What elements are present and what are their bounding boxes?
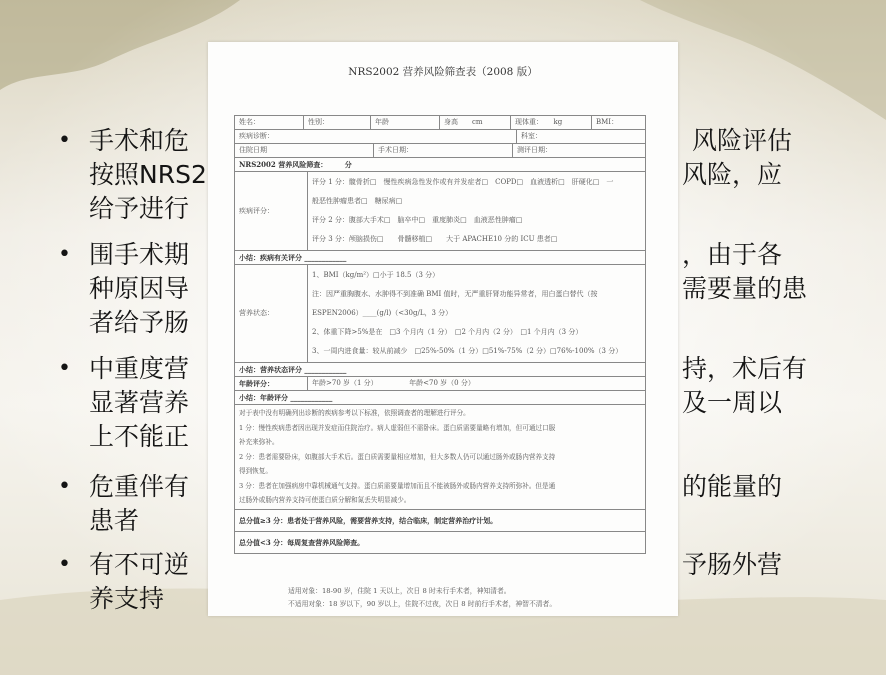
scoring-notes bbox=[235, 405, 646, 510]
table-row bbox=[235, 509, 646, 531]
nrs2002-form bbox=[208, 42, 678, 616]
table-row bbox=[235, 265, 646, 363]
age-label: 年龄评分： bbox=[235, 377, 308, 391]
bullet-text: 中重度营 bbox=[89, 354, 190, 383]
bullet-3-right-line-2: 及一周以 bbox=[682, 388, 783, 417]
nutrition-label: 营养状态： bbox=[235, 265, 308, 363]
form-title: NRS2002 营养风险筛查表（2008 版） bbox=[348, 66, 538, 78]
nutrition-line: 1、BMI（kg/m²）□小于 18.5（3 分） bbox=[312, 271, 440, 279]
bullet-text: 按照NRS2 bbox=[89, 160, 207, 189]
bullet-text: 围手术期 bbox=[89, 240, 190, 269]
bullet-text: 患者 bbox=[89, 506, 140, 535]
table-row bbox=[235, 391, 646, 405]
note-line: 1 分：慢性疾病患者因出现并发症而住院治疗。病人虚弱但不需卧床。蛋白质需要量略有增加，但可通过口服 bbox=[239, 423, 556, 432]
bullet-dot: • bbox=[58, 242, 71, 267]
table-row bbox=[235, 531, 646, 553]
bullet-2-right-line-2: 需要量的患 bbox=[682, 274, 808, 303]
bullet-dot: • bbox=[58, 356, 71, 381]
bullet-text: 养支持 bbox=[89, 584, 165, 613]
note-line: 过肠外或肠内营养支持可使蛋白质分解和氮丢失明显减少。 bbox=[239, 496, 411, 504]
bullet-dot: • bbox=[58, 474, 71, 499]
bullet-text: 者给予肠 bbox=[89, 308, 190, 337]
bullet-text: 危重伴有 bbox=[89, 472, 190, 501]
dates-row bbox=[235, 144, 645, 157]
bullet-text: 手术和危 bbox=[89, 126, 190, 155]
bullet-5-right-line-1: 予肠外营 bbox=[682, 550, 783, 579]
bullet-text: 上不能正 bbox=[89, 422, 190, 451]
nutrition-subtotal: 小结：营养状态评分 ____________ bbox=[235, 363, 646, 377]
bullet-text: 种原因导 bbox=[89, 274, 190, 303]
measure-date-cell: 测评日期： bbox=[517, 146, 552, 154]
bullet-4 bbox=[58, 470, 190, 538]
note-line: 3 分：患者在加强病房中靠机械通气支持。蛋白质需要量增加而且不能被肠外或肠内营养支持所弥补。但是通 bbox=[239, 481, 556, 490]
table-row bbox=[235, 405, 646, 510]
screening-table bbox=[234, 115, 646, 554]
nutrition-score-cell bbox=[308, 265, 646, 363]
applicable-subjects: 适用对象：18-90 岁，住院 1 天以上，次日 8 时未行手术者，神知清者。 bbox=[288, 587, 511, 595]
table-row bbox=[235, 251, 646, 265]
result-low-risk: 总分值<3 分：每周复查营养风险筛查。 bbox=[235, 531, 646, 553]
disease-subtotal: 小结：疾病有关评分 ____________ bbox=[235, 251, 646, 265]
bullet-3-right-line-1: 持，术后有 bbox=[682, 354, 808, 383]
note-line: 补充来弥补。 bbox=[239, 438, 279, 446]
form-footer bbox=[288, 585, 556, 611]
name-cell: 姓名： bbox=[235, 116, 304, 129]
disease-line: 评分 3 分：颅脑损伤□ 骨髓移植□ 大于 APACHE10 分的 ICU 患者□ bbox=[312, 235, 558, 243]
bullet-text: 给予进行 bbox=[89, 194, 190, 223]
nutrition-line: ESPEN2006）____(g/l)（<30g/L，3 分） bbox=[312, 309, 453, 317]
bullet-1 bbox=[58, 124, 207, 226]
bullet-3 bbox=[58, 352, 190, 454]
bullet-5 bbox=[58, 548, 190, 616]
bullet-2 bbox=[58, 238, 190, 340]
disease-line: 评分 1 分：髋骨折□ 慢性疾病急性发作或有并发症者□ COPD□ 血液透析□ 肝硬化□ 一 bbox=[312, 178, 614, 186]
table-row bbox=[235, 130, 646, 144]
gender-cell: 性别： bbox=[304, 116, 371, 129]
table-row bbox=[235, 172, 646, 251]
result-high-risk: 总分值≥3 分：患者处于营养风险，需要营养支持，结合临床，制定营养治疗计划。 bbox=[235, 509, 646, 531]
table-row bbox=[235, 144, 646, 158]
bullet-2-right-line-1: ，由于各 bbox=[682, 240, 783, 269]
height-cell: 身高 cm bbox=[440, 116, 511, 129]
bullet-dot: • bbox=[58, 552, 71, 577]
patient-info-row bbox=[235, 116, 645, 129]
surgery-date-cell: 手术日期： bbox=[374, 144, 513, 157]
weight-cell: 现体重： kg bbox=[511, 116, 592, 129]
diagnosis-cell: 疾病诊断： bbox=[235, 130, 517, 144]
bullet-1-right-line-2: 风险，应 bbox=[682, 160, 783, 189]
bullet-text: 显著营养 bbox=[89, 388, 190, 417]
age-options: 年龄>70 岁（1 分） 年龄<70 岁（0 分） bbox=[308, 377, 646, 391]
bullet-4-right-line-1: 的能量的 bbox=[682, 472, 783, 501]
disease-score-cell bbox=[308, 172, 646, 251]
non-applicable-subjects: 不适用对象：18 岁以下，90 岁以上，住院不过夜，次日 8 时前行手术者，神智不清者。 bbox=[288, 600, 557, 608]
note-line: 2 分：患者需要卧床，如腹部大手术后。蛋白质需要量相应增加，但大多数人仍可以通过肠外或肠内营养支持 bbox=[239, 452, 556, 461]
table-row bbox=[235, 377, 646, 391]
disease-label: 疾病评分： bbox=[235, 172, 308, 251]
table-row bbox=[235, 363, 646, 377]
disease-line: 评分 2 分：腹部大手术□ 脑卒中□ 重度肺炎□ 血液恶性肿瘤□ bbox=[312, 216, 523, 224]
bmi-cell: BMI： bbox=[596, 118, 619, 126]
bullet-1-right-line-1: 风险评估 bbox=[692, 126, 793, 155]
table-row bbox=[235, 158, 646, 172]
table-row bbox=[235, 116, 646, 130]
age-cell: 年龄 bbox=[371, 116, 440, 129]
screen-total-cell: NRS2002 营养风险筛查： 分 bbox=[235, 158, 646, 172]
disease-line: 般恶性肿瘤患者□ 糖尿病□ bbox=[312, 197, 403, 205]
admit-date-cell: 住院日期 bbox=[235, 144, 374, 157]
bullet-dot: • bbox=[58, 128, 71, 153]
nutrition-line: 3、一周内进食量：较从前减少 □25%-50%（1 分）□51%-75%（2 分）□76%-100%（3 分） bbox=[312, 347, 623, 355]
note-line: 得到恢复。 bbox=[239, 467, 272, 475]
bullet-text: 有不可逆 bbox=[89, 550, 190, 579]
nutrition-line: 注：因严重胸腹水、水肿得不到准确 BMI 值时，无严重肝肾功能异常者，用白蛋白替代（按 bbox=[312, 290, 598, 298]
note-line: 对于表中没有明确列出诊断的疾病参考以下标准，依照调查者的理解进行评分。 bbox=[239, 409, 470, 417]
nutrition-line: 2、体重下降>5%是在 □3 个月内（1 分） □2 个月内（2 分） □1 个月内（3 分） bbox=[312, 328, 583, 336]
age-subtotal: 小结：年龄评分 ____________ bbox=[235, 391, 646, 405]
department-cell: 科室： bbox=[517, 130, 646, 144]
